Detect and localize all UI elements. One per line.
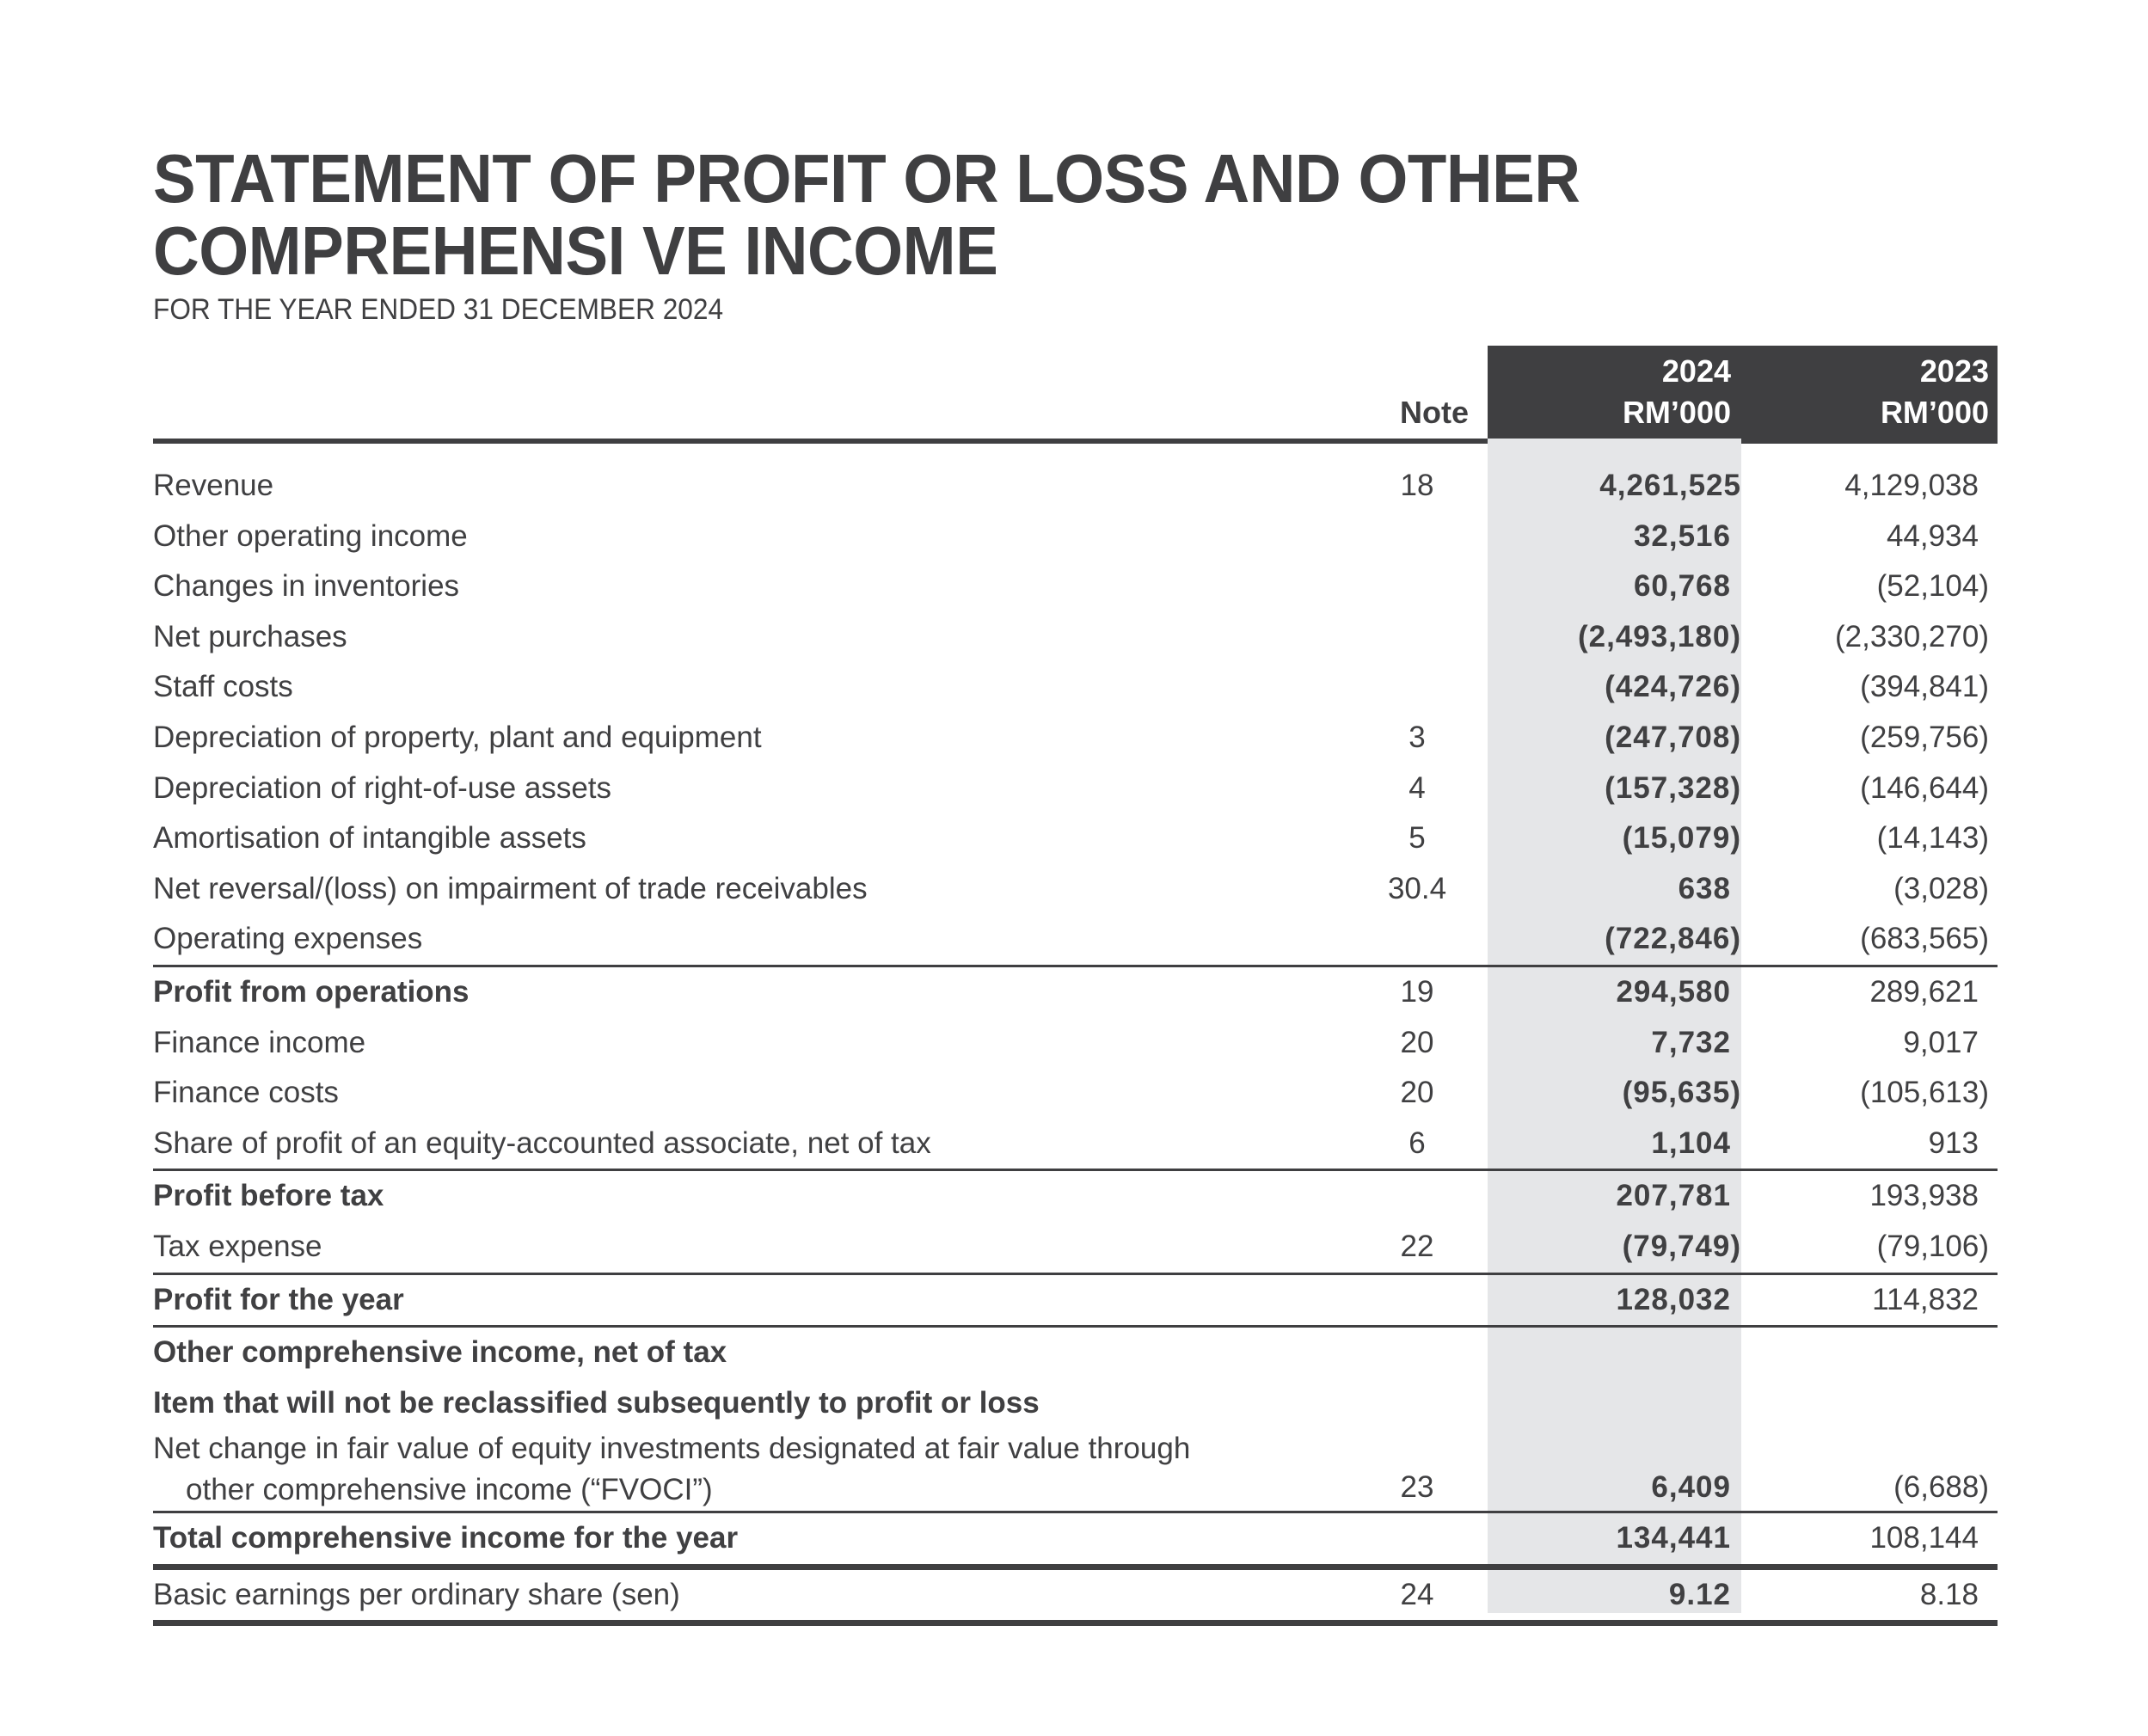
row-note: 23	[1400, 1470, 1434, 1505]
row-value-2024: 60,768	[1633, 569, 1731, 604]
row-value-2023: 913	[1928, 1126, 1979, 1160]
row-value-2023: 114,832	[1872, 1282, 1979, 1316]
table-row	[153, 1119, 1998, 1169]
row-note: 5	[1408, 821, 1426, 856]
income-statement-table	[153, 346, 1998, 1626]
row-label: Tax expense	[153, 1229, 322, 1263]
table-row	[153, 1068, 1998, 1119]
row-note: 18	[1400, 469, 1434, 502]
row-value-2024: 134,441	[1616, 1521, 1731, 1555]
row-label: Net purchases	[153, 619, 347, 653]
row-label: Other operating income	[153, 518, 468, 553]
row-note: 19	[1400, 974, 1434, 1009]
row-value-2024: (79,749)	[1622, 1229, 1741, 1263]
row-value-2023: 4,129,038	[1844, 469, 1979, 502]
table-row	[153, 1018, 1998, 1069]
row-label: Profit before tax	[153, 1179, 384, 1213]
row-value-2024: 207,781	[1616, 1179, 1731, 1213]
row-label: Basic earnings per ordinary share (sen)	[153, 1577, 680, 1611]
row-value-2023: (2,330,270)	[1834, 619, 1989, 653]
row-note: 20	[1400, 1025, 1434, 1059]
row-label: Amortisation of intangible assets	[153, 821, 586, 856]
header-2024-year: 2024	[1661, 353, 1731, 389]
row-value-2023: 9,017	[1903, 1025, 1979, 1059]
row-value-2023: (79,106)	[1876, 1229, 1989, 1263]
row-value-2023: (6,688)	[1893, 1470, 1989, 1505]
row-note: 6	[1408, 1126, 1426, 1160]
title-line-2: COMPREHENSI VE INCOME	[153, 212, 998, 289]
table-row	[153, 764, 1998, 814]
row-value-2024: 7,732	[1651, 1025, 1731, 1059]
table-row	[153, 612, 1998, 663]
row-note: 3	[1408, 720, 1426, 754]
table-row	[153, 1222, 1998, 1273]
table-row	[153, 813, 1998, 864]
row-label	[153, 1428, 1190, 1511]
section-subheading	[153, 1378, 1998, 1429]
table-row-eps	[153, 1564, 1998, 1627]
row-label: Other comprehensive income, net of tax	[153, 1335, 727, 1370]
row-value-2023: (3,028)	[1893, 871, 1989, 905]
row-value-2024: 294,580	[1616, 974, 1731, 1009]
row-value-2023: 193,938	[1869, 1179, 1979, 1213]
row-value-2023: (683,565)	[1860, 922, 1989, 956]
table-row	[153, 561, 1998, 612]
row-value-2023: 44,934	[1886, 518, 1979, 553]
table-row	[153, 662, 1998, 713]
row-note: 22	[1400, 1229, 1434, 1263]
row-label: Finance costs	[153, 1076, 339, 1110]
row-label: Operating expenses	[153, 922, 423, 956]
table-row	[153, 864, 1998, 915]
row-value-2024: 4,261,525	[1599, 469, 1741, 502]
row-value-2023: (146,644)	[1860, 770, 1989, 805]
row-value-2024: (15,079)	[1622, 821, 1741, 856]
table-row	[153, 512, 1998, 562]
row-label: Profit for the year	[153, 1282, 404, 1316]
row-value-2024: 638	[1678, 871, 1731, 905]
table-row	[153, 914, 1998, 965]
page-subtitle: FOR THE YEAR ENDED 31 DECEMBER 2024	[153, 293, 724, 326]
row-note: 24	[1400, 1577, 1434, 1611]
row-label: Finance income	[153, 1025, 366, 1059]
table-row	[153, 1428, 1998, 1511]
row-label: Depreciation of property, plant and equipment	[153, 720, 762, 754]
row-label: Depreciation of right-of-use assets	[153, 770, 612, 805]
header-note: Note	[1400, 395, 1469, 430]
row-note: 20	[1400, 1076, 1434, 1110]
row-label: Revenue	[153, 469, 274, 502]
row-value-2023: (259,756)	[1860, 720, 1989, 754]
table-body	[153, 444, 1998, 1626]
table-row-subtotal	[153, 1169, 1998, 1222]
row-value-2024: (722,846)	[1605, 922, 1741, 956]
row-value-2023: 289,621	[1869, 974, 1979, 1009]
row-value-2023: 8.18	[1919, 1577, 1979, 1611]
table-row-subtotal	[153, 965, 1998, 1018]
row-value-2024: (424,726)	[1605, 670, 1741, 704]
row-note: 4	[1408, 770, 1426, 805]
row-value-2024: 32,516	[1633, 518, 1731, 553]
row-label: Staff costs	[153, 670, 293, 704]
row-value-2023: (105,613)	[1860, 1076, 1989, 1110]
table-header	[153, 346, 1998, 439]
row-value-2023: (52,104)	[1876, 569, 1989, 604]
table-row-total	[153, 1511, 1998, 1564]
row-label: Total comprehensive income for the year	[153, 1521, 739, 1555]
row-value-2023: 108,144	[1869, 1521, 1979, 1555]
row-value-2024: 1,104	[1651, 1126, 1731, 1160]
page-title	[153, 140, 1832, 289]
header-2023-year: 2023	[1919, 353, 1989, 389]
row-label: Item that will not be reclassified subsequently to profit or loss	[153, 1385, 1040, 1420]
row-value-2024: (95,635)	[1622, 1076, 1741, 1110]
table-row	[153, 713, 1998, 764]
row-value-2024: 128,032	[1616, 1282, 1731, 1316]
table-row-subtotal	[153, 1273, 1998, 1328]
row-note: 30.4	[1387, 871, 1447, 905]
row-label: Net reversal/(loss) on impairment of trade receivables	[153, 871, 868, 905]
row-label-line-2: other comprehensive income (“FVOCI”)	[186, 1473, 713, 1507]
row-value-2024: (2,493,180)	[1577, 619, 1741, 653]
row-label: Profit from operations	[153, 974, 469, 1009]
row-value-2023: (394,841)	[1860, 670, 1989, 704]
row-label: Share of profit of an equity-accounted associate, net of tax	[153, 1126, 931, 1160]
row-value-2024: (157,328)	[1605, 770, 1741, 805]
title-line-1: STATEMENT OF PROFIT OR LOSS AND OTHER	[153, 140, 1580, 217]
row-value-2024: (247,708)	[1605, 720, 1741, 754]
header-2024-unit: RM’000	[1622, 395, 1731, 430]
table-row	[153, 461, 1998, 512]
row-value-2023: (14,143)	[1876, 821, 1989, 856]
section-heading	[153, 1328, 1998, 1378]
row-value-2024: 6,409	[1651, 1470, 1731, 1505]
header-2023-unit: RM’000	[1880, 395, 1989, 430]
row-label-line-1: Net change in fair value of equity investments designated at fair value through	[153, 1432, 1191, 1466]
row-value-2024: 9.12	[1668, 1577, 1731, 1611]
row-label: Changes in inventories	[153, 569, 460, 604]
